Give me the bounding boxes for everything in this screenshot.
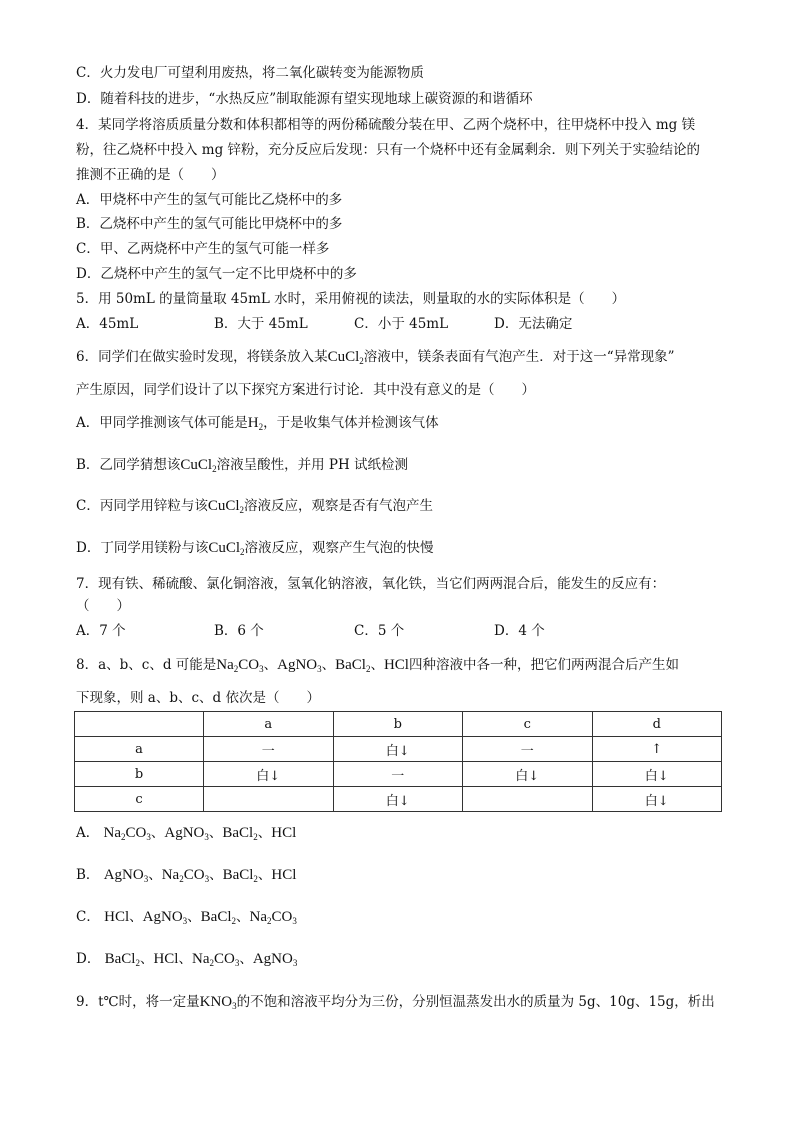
q6-option-c [76, 496, 433, 516]
q5-option-b: B．大于 45mL [214, 316, 308, 332]
h2-formula: $H_2$ [247, 415, 264, 432]
q6-text: C．丙同学用锌粒与该 [76, 498, 208, 514]
q6-text: ，于是收集气体并检测该气体 [263, 415, 439, 431]
q4-stem-line3: 推测不正确的是（ ） [76, 167, 225, 183]
na2co3-formula: $Na_2CO_3$ [191, 951, 240, 968]
q4-option-d: D．乙烧杯中产生的氢气一定不比甲烧杯中的多 [76, 266, 357, 282]
agno3-formula: AgNO$_3$ [103, 867, 149, 884]
q8-option-c: C． HCl、AgNO$_3$、BaCl$_2$、$Na_2CO_3$ [76, 909, 297, 926]
q4-stem-line1: 4．某同学将溶质质量分数和体积都相等的两份稀硫酸分装在甲、乙两个烧杯中，往甲烧杯中投入 mg 镁 [76, 117, 696, 133]
agno3-formula: AgNO$_3$ [164, 825, 209, 842]
cucl2-formula: CuCl$_2$ [327, 349, 364, 366]
q7-option-c: C．5 个 [354, 623, 405, 639]
table-cell: a [75, 737, 204, 762]
q7-stem-line2: （ ） [76, 598, 130, 614]
q6-stem-line1 [76, 347, 675, 367]
q9-stem-line1 [76, 992, 715, 1012]
agno3-formula: AgNO$_3$ [252, 951, 298, 968]
table-cell: 白↓ [592, 762, 722, 787]
bacl2-formula: BaCl$_2$ [104, 951, 140, 968]
table-header-cell: c [463, 712, 593, 737]
q6-option-d [76, 538, 434, 558]
q7-option-b: B．6 个 [214, 623, 264, 639]
q6-text: 溶液反应，观察是否有气泡产生 [244, 498, 434, 514]
table-header-cell: d [592, 712, 722, 737]
agno3-formula: AgNO$_3$ [277, 657, 322, 674]
table-header-cell [75, 712, 204, 737]
q7-option-a: A．7 个 [76, 623, 126, 639]
table-cell: 白↓ [333, 737, 463, 762]
q4-option-b: B．乙烧杯中产生的氢气可能比甲烧杯中的多 [76, 216, 343, 232]
bacl2-formula: BaCl$_2$ [200, 909, 236, 926]
table-header-row [75, 712, 722, 737]
table-header-cell: b [333, 712, 463, 737]
table-cell: 白↓ [592, 787, 722, 812]
q4-stem-line2: 粉，往乙烧杯中投入 mg 锌粉，充分反应后发现：只有一个烧杯中还有金属剩余．则下列关于实验结论的 [76, 142, 701, 158]
q8-stem-line1: 8．a、b、c、d 可能是$Na_2CO_3$、AgNO$_3$、BaCl$_2$、HCl四种溶液中各一种，把它们两两混合后产生如 [76, 657, 679, 674]
hcl-formula: HCl [383, 657, 409, 673]
table-cell: b [75, 762, 204, 787]
table-cell: 白↓ [463, 762, 593, 787]
q6-text: 6．同学们在做实验时发现，将镁条放入某 [76, 349, 328, 365]
q6-text: A．甲同学推测该气体可能是 [76, 415, 248, 431]
q3-option-d: D．随着科技的进步，“水热反应”制取能源有望实现地球上碳资源的和谐循环 [76, 91, 533, 107]
cucl2-formula: CuCl$_2$ [208, 540, 245, 557]
q8-stem-line2: 下现象，则 a、b、c、d 依次是（ ） [76, 690, 320, 706]
q5-option-d: D．无法确定 [494, 316, 573, 332]
na2co3-formula: $Na_2CO_3$ [249, 909, 297, 926]
bacl2-formula: BaCl$_2$ [335, 657, 371, 674]
table-cell: ↑ [592, 737, 722, 762]
table-cell: 一 [333, 762, 463, 787]
table-cell: 一 [204, 737, 334, 762]
hcl-formula: HCl [271, 867, 297, 883]
table-cell: 一 [463, 737, 593, 762]
hcl-formula: HCl [153, 951, 179, 967]
cucl2-formula: CuCl$_2$ [180, 457, 217, 474]
cucl2-formula: CuCl$_2$ [207, 498, 245, 515]
reaction-table [74, 711, 722, 812]
q6-text: B．乙同学猜想该 [76, 457, 181, 473]
q8-option-b: B． AgNO$_3$、$Na_2CO_3$、BaCl$_2$、HCl [76, 867, 297, 884]
q4-option-c: C．甲、乙两烧杯中产生的氢气可能一样多 [76, 241, 330, 257]
q6-text: 溶液呈酸性，并用 PH 试纸检测 [216, 457, 409, 473]
hcl-formula: HCl [271, 825, 297, 841]
na2co3-formula: $Na_2CO_3$ [216, 657, 264, 674]
q4-option-a: A．甲烧杯中产生的氢气可能比乙烧杯中的多 [76, 192, 343, 208]
q8-option-a: A． $Na_2CO_3$、AgNO$_3$、BaCl$_2$、HCl [76, 825, 297, 842]
q6-text: D．丁同学用镁粉与该 [76, 540, 209, 556]
q6-text: 溶液中，镁条表面有气泡产生．对于这一“异常现象” [363, 349, 675, 365]
na2co3-formula: $Na_2CO_3$ [161, 867, 210, 884]
table-row [75, 737, 722, 762]
q5-stem: 5．用 50mL 的量筒量取 45mL 水时，采用俯视的读法，则量取的水的实际体积是（ ） [76, 291, 626, 307]
table-cell: 白↓ [204, 762, 334, 787]
q6-text: 溶液反应，观察产生气泡的快慢 [244, 540, 434, 556]
table-row [75, 762, 722, 787]
na2co3-formula: $Na_2CO_3$ [103, 825, 151, 842]
table-header-cell: a [204, 712, 334, 737]
q5-option-c: C．小于 45mL [354, 316, 449, 332]
table-cell [204, 787, 334, 812]
bacl2-formula: BaCl$_2$ [222, 867, 258, 884]
agno3-formula: AgNO$_3$ [142, 909, 188, 926]
table-cell [463, 787, 593, 812]
q8-option-d: D． BaCl$_2$、HCl、$Na_2CO_3$、AgNO$_3$ [76, 951, 298, 968]
kno3-formula: $KNO_3$ [199, 994, 237, 1011]
table-cell: 白↓ [333, 787, 463, 812]
q6-option-b [76, 455, 408, 475]
q8-text: 四种溶液中各一种，把它们两两混合后产生如 [408, 657, 679, 673]
q5-option-a: A．45mL [76, 316, 139, 332]
table-cell: c [75, 787, 204, 812]
q7-option-d: D．4 个 [494, 623, 545, 639]
bacl2-formula: BaCl$_2$ [222, 825, 258, 842]
q7-stem-line1: 7．现有铁、稀硫酸、氯化铜溶液，氢氧化钠溶液，氧化铁，当它们两两混合后，能发生的反应有： [76, 576, 666, 592]
q6-stem-line2: 产生原因，同学们设计了以下探究方案进行讨论．其中没有意义的是（ ） [76, 382, 535, 398]
q8-text: 8．a、b、c、d 可能是 [76, 657, 217, 673]
q3-option-c: C．火力发电厂可望利用废热，将二氧化碳转变为能源物质 [76, 65, 424, 81]
q6-option-a [76, 413, 439, 433]
hcl-formula: HCl [104, 909, 130, 925]
q9-text: 9．t℃时，将一定量 [76, 994, 200, 1010]
q9-text: 的不饱和溶液平均分为三份，分别恒温蒸发出水的质量为 5g、10g、15g，析出 [236, 994, 715, 1010]
table-row [75, 787, 722, 812]
